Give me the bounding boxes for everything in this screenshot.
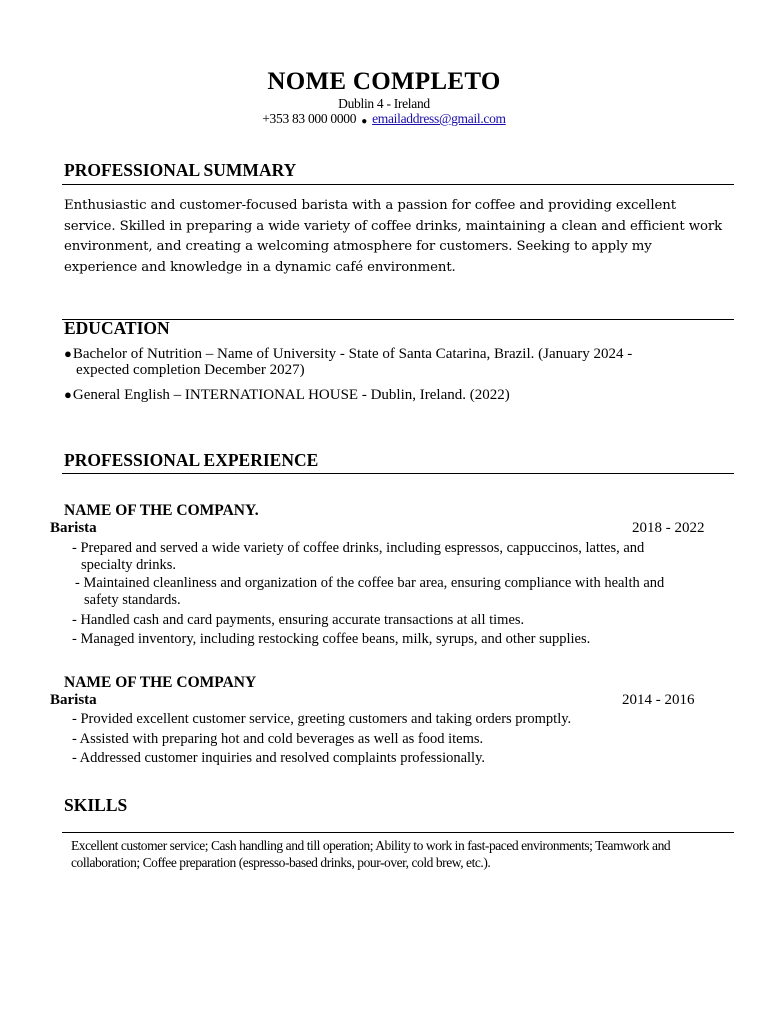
company-name: NAME OF THE COMPANY (64, 674, 257, 691)
education-item (64, 346, 704, 378)
address-line: Dublin 4 - Ireland (338, 96, 430, 111)
job-bullet (75, 575, 725, 608)
section-heading-summary: PROFESSIONAL SUMMARY (64, 160, 297, 180)
job-bullet: - Addressed customer inquiries and resolved complaints professionally. (72, 750, 486, 766)
email-link[interactable]: emailaddress@gmail.com (372, 111, 506, 126)
job-bullet (72, 540, 722, 573)
section-divider (62, 473, 734, 474)
job-dates: 2014 - 2016 (622, 692, 695, 708)
summary-text: Enthusiastic and customer-focused barista with a passion for coffee and providing excellent service. Skilled in preparing a wide variety of coffee drinks, maintaining a clean and efficient work environment, and creating a welcoming atmosphere for customers. Seeking to apply my experience and knowledge in a dynamic café environment. (64, 198, 723, 275)
contact-line (0, 111, 768, 127)
section-divider (62, 832, 734, 833)
bullet-line: - Maintained cleanliness and organization of the coffee bar area, ensuring compliance with health and (75, 575, 665, 591)
phone-number: +353 83 000 0000 (262, 111, 357, 126)
separator-dot-icon: ● (361, 116, 368, 127)
bullet-line: - Prepared and served a wide variety of coffee drinks, including espressos, cappuccinos, lattes, and (72, 540, 645, 556)
job-bullet: - Provided excellent customer service, greeting customers and taking orders promptly. (72, 711, 572, 727)
section-heading-skills: SKILLS (64, 795, 128, 815)
job-dates: 2018 - 2022 (632, 520, 705, 536)
company-name: NAME OF THE COMPANY. (64, 502, 259, 519)
education-line: Bachelor of Nutrition – Name of University - State of Santa Catarina, Brazil. (January 2024 - (72, 346, 633, 362)
bullet-line-continued: specialty drinks. (81, 556, 177, 573)
section-divider (62, 184, 734, 185)
education-item (64, 387, 704, 403)
bullet-icon: ● (64, 387, 72, 402)
education-line: General English – INTERNATIONAL HOUSE - Dublin, Ireland. (2022) (72, 387, 510, 403)
bullet-line-continued: safety standards. (84, 591, 181, 608)
bullet-icon: ● (64, 346, 72, 361)
education-line-continued: expected completion December 2027) (76, 362, 305, 378)
job-bullet: - Managed inventory, including restocking coffee beans, milk, syrups, and other supplies. (72, 631, 591, 647)
section-heading-experience: PROFESSIONAL EXPERIENCE (64, 450, 319, 470)
job-role: Barista (50, 692, 97, 708)
job-bullet: - Assisted with preparing hot and cold beverages as well as food items. (72, 731, 484, 747)
job-role: Barista (50, 520, 97, 536)
skills-text: Excellent customer service; Cash handling and till operation; Ability to work in fast-paced environments; Teamwork and collaboration; Coffee preparation (espresso-based drinks, pour-over, cold brew, etc.). (71, 838, 671, 870)
job-bullet: - Handled cash and card payments, ensuring accurate transactions at all times. (72, 612, 525, 628)
section-heading-education: EDUCATION (64, 318, 170, 338)
candidate-name: NOME COMPLETO (267, 68, 501, 95)
